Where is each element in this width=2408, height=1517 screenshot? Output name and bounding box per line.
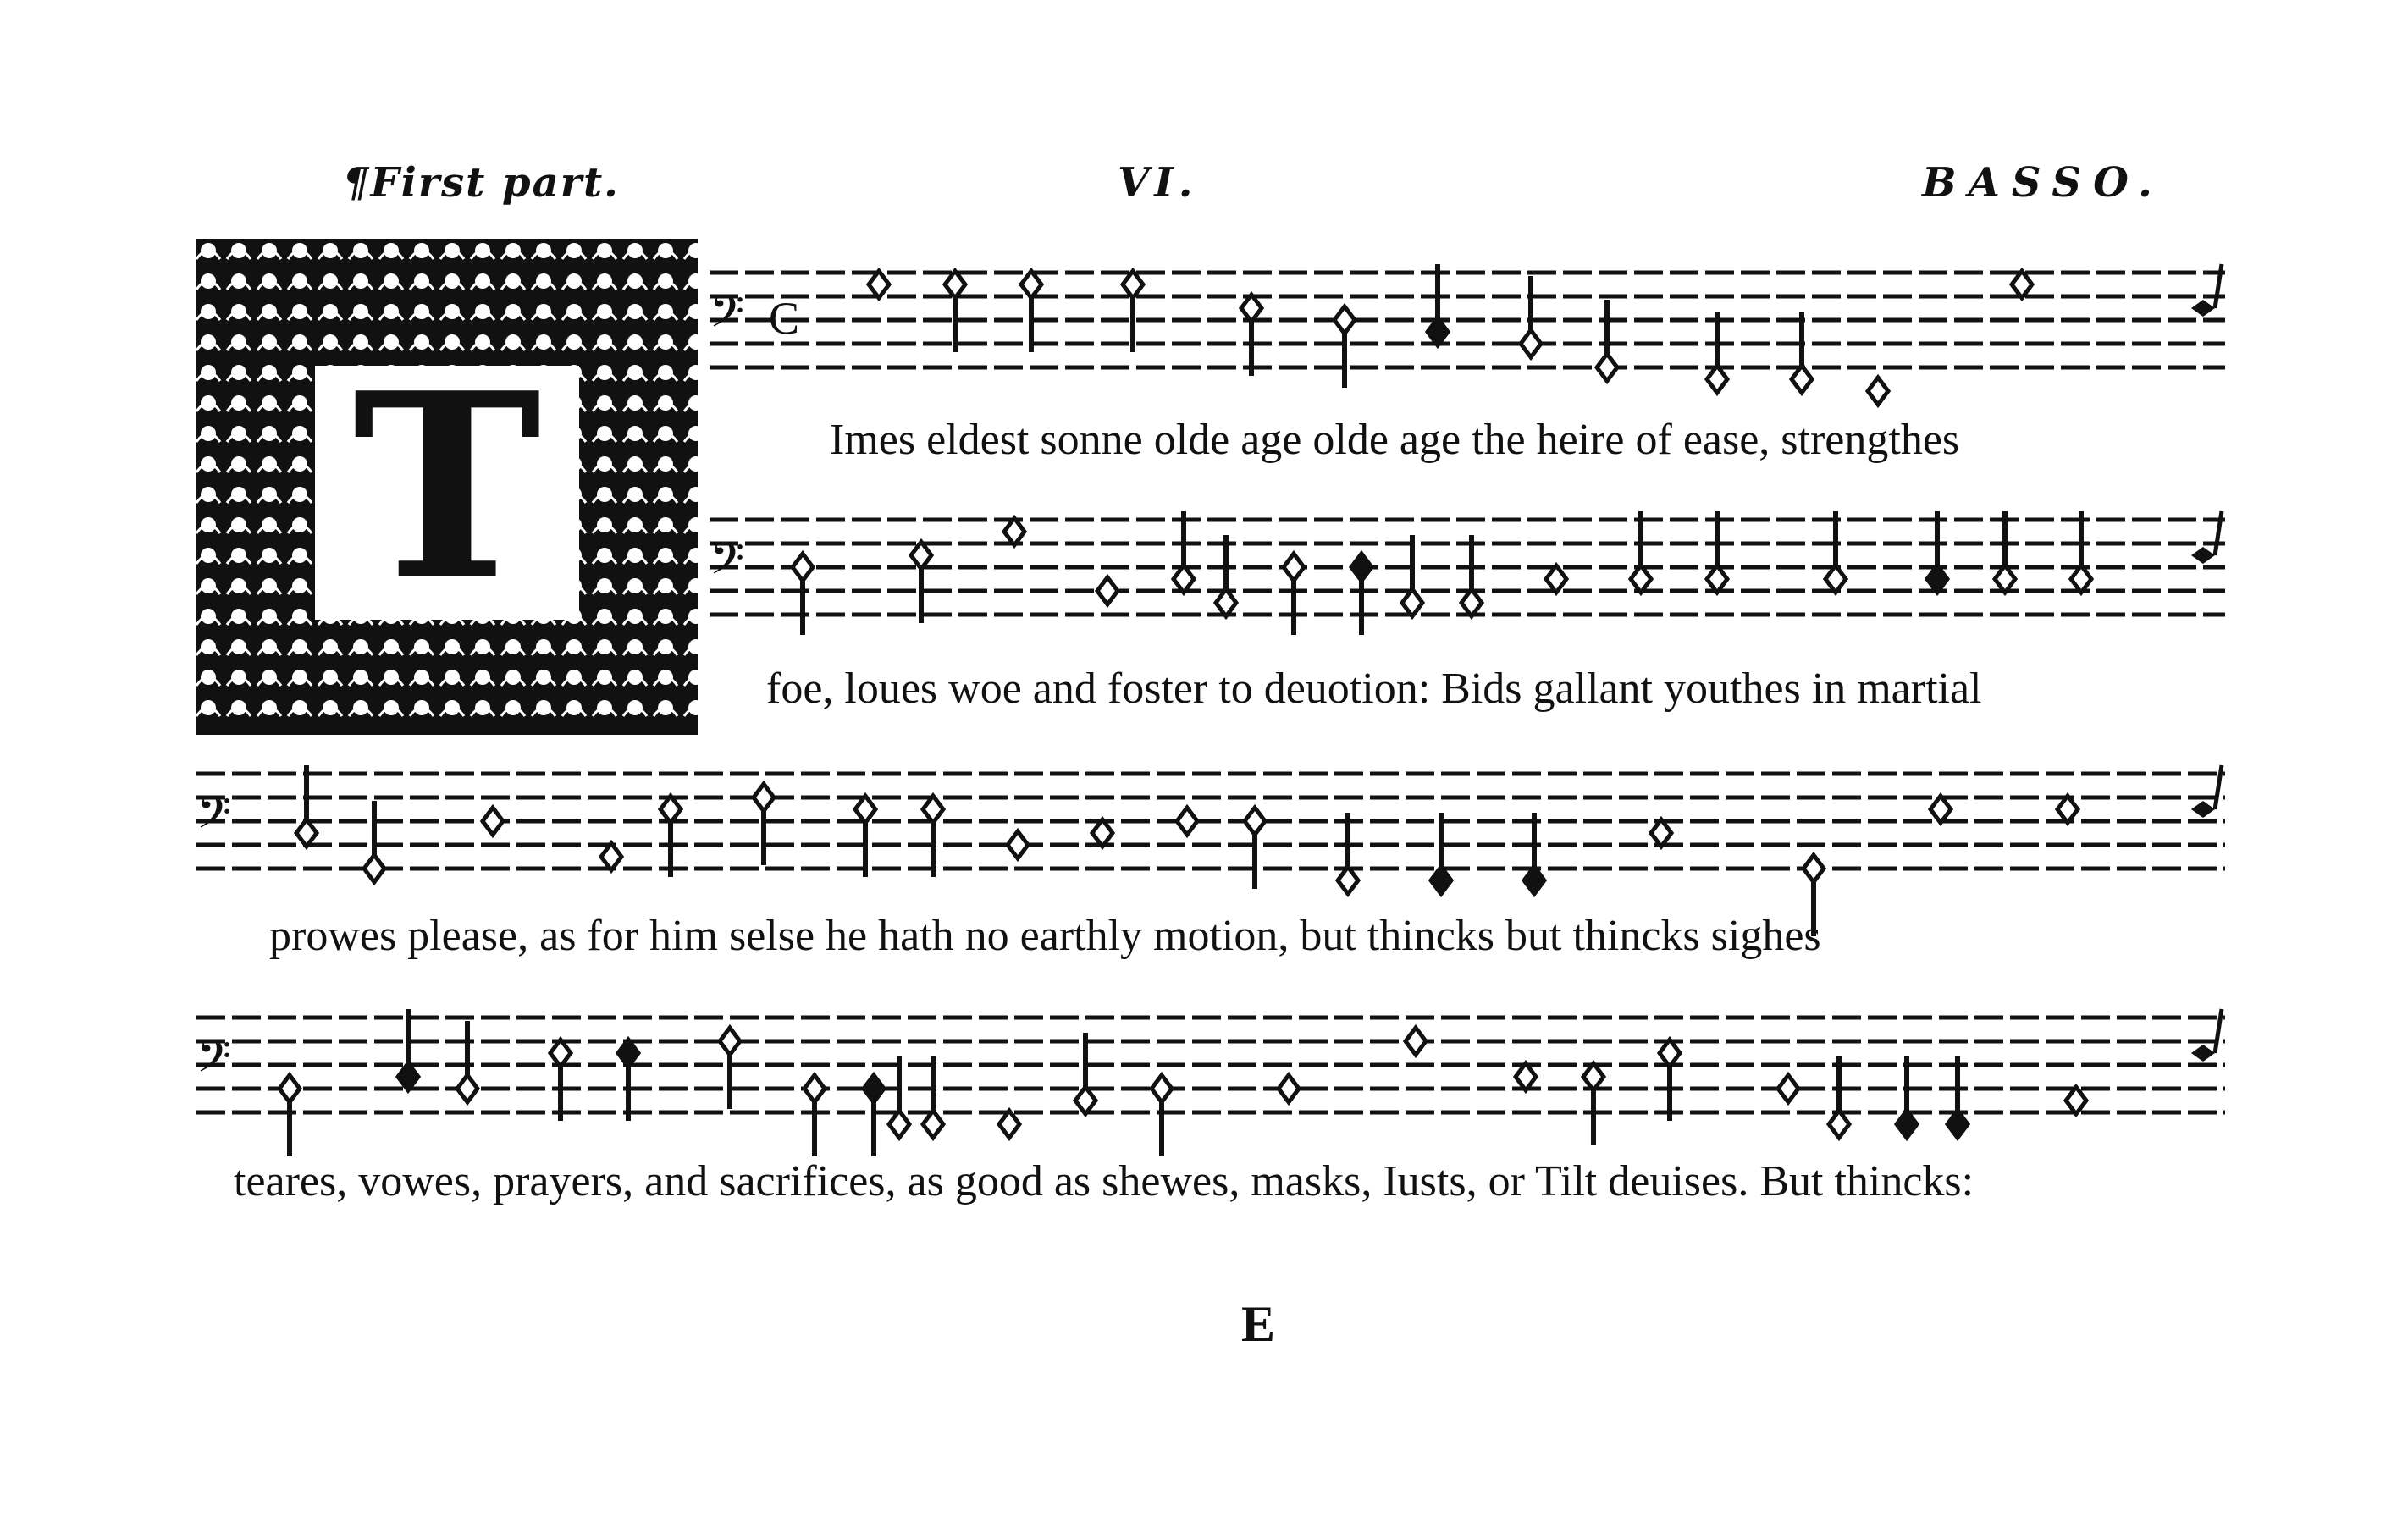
note-icon	[1597, 300, 1617, 381]
note-icon	[1174, 511, 1194, 593]
note-icon	[296, 765, 317, 847]
note-icon	[1338, 813, 1358, 894]
note-icon	[660, 796, 681, 877]
svg-text:𝄢: 𝄢	[710, 533, 745, 596]
svg-text:𝄢: 𝄢	[196, 787, 232, 850]
initial-letter: T	[352, 337, 542, 636]
note-icon	[804, 1075, 825, 1156]
running-header-part: ¶First part.	[343, 159, 620, 207]
note-icon	[457, 1021, 478, 1102]
note-icon	[1092, 819, 1113, 847]
note-icon	[1829, 1056, 1849, 1138]
note-icon	[1868, 378, 1888, 405]
note-icon	[1461, 535, 1482, 616]
note-icon	[1707, 511, 1727, 593]
time-signature: C	[769, 293, 800, 344]
note-icon	[1021, 271, 1041, 352]
running-header-voice: BASSO.	[1922, 159, 2164, 207]
lyric-line-2: foe, loues woe and foster to deuotion: Bids gallant youthes in martial	[766, 665, 1982, 713]
music-staff-4	[196, 999, 2225, 1134]
note-icon	[550, 1040, 571, 1121]
note-icon	[1897, 1056, 1917, 1138]
note-icon	[601, 843, 621, 870]
note-icon	[1947, 1056, 1968, 1138]
note-icon	[1651, 819, 1671, 847]
note-icon	[1279, 1075, 1299, 1102]
note-icon	[1008, 831, 1028, 858]
note-icon	[1245, 808, 1265, 889]
note-icon	[1524, 813, 1544, 894]
note-icon	[1825, 511, 1846, 593]
note-icon	[720, 1028, 740, 1109]
svg-text:𝄢: 𝄢	[710, 286, 745, 349]
note-icon	[923, 1056, 943, 1138]
note-icon	[2057, 796, 2078, 823]
note-icon	[1402, 535, 1422, 616]
note-icon	[911, 542, 931, 623]
note-icon	[2066, 1087, 2086, 1114]
gathering-signature: E	[1241, 1296, 1276, 1352]
note-icon	[2071, 511, 2091, 593]
note-icon	[1546, 565, 1566, 593]
note-icon	[793, 554, 813, 635]
note-icon	[1152, 1075, 1172, 1156]
note-icon	[279, 1075, 300, 1156]
lyric-line-3: prowes please, as for him selse he hath no earthly motion, but thincks but thincks sighes	[269, 912, 1821, 960]
bass-clef-icon	[710, 286, 744, 349]
note-icon	[864, 1075, 884, 1156]
bass-clef-icon	[196, 787, 231, 850]
note-icon	[1428, 264, 1448, 345]
note-icon	[1583, 1063, 1604, 1145]
note-icon	[945, 271, 965, 352]
note-icon	[1792, 312, 1812, 393]
note-icon	[1521, 276, 1541, 357]
svg-text:𝄢: 𝄢	[196, 1031, 232, 1094]
bass-clef-icon	[196, 1031, 231, 1094]
running-header-number: VI.	[1118, 159, 1198, 207]
note-icon	[889, 1056, 909, 1138]
note-icon	[364, 801, 384, 882]
note-icon	[1284, 554, 1304, 635]
note-icon	[1004, 518, 1025, 545]
note-icon	[1334, 306, 1355, 388]
note-icon	[999, 1111, 1019, 1138]
note-icon	[1177, 808, 1197, 835]
note-icon	[2012, 271, 2032, 298]
note-icon	[1516, 1063, 1536, 1090]
note-icon	[1631, 511, 1651, 593]
note-icon	[483, 808, 503, 835]
music-staff-1	[710, 254, 2225, 389]
note-icon	[754, 784, 774, 865]
note-icon	[1660, 1040, 1680, 1121]
note-icon	[1431, 813, 1451, 894]
note-icon	[1075, 1033, 1096, 1114]
note-icon	[869, 271, 889, 298]
lyric-line-1: Imes eldest sonne olde age olde age the heire of ease, strengthes	[830, 416, 1960, 464]
lyric-line-4: teares, vowes, prayers, and sacrifices, as good as shewes, masks, Iusts, or Tilt deuises. But thincks:	[234, 1157, 1974, 1205]
bass-clef-icon	[710, 533, 744, 596]
note-icon	[618, 1040, 638, 1121]
note-icon	[1216, 535, 1236, 616]
note-icon	[1241, 295, 1262, 376]
note-icon	[855, 796, 875, 877]
note-icon	[1406, 1028, 1426, 1055]
note-icon	[1707, 312, 1727, 393]
note-icon	[1995, 511, 2015, 593]
note-icon	[1778, 1075, 1798, 1102]
note-icon	[1123, 271, 1143, 352]
note-icon	[1930, 796, 1951, 823]
note-icon	[1097, 577, 1118, 604]
music-staff-3	[196, 755, 2225, 891]
note-icon	[1927, 511, 1947, 593]
music-staff-2	[710, 501, 2225, 637]
note-icon	[1351, 554, 1372, 635]
note-icon	[398, 1009, 418, 1090]
note-icon	[923, 796, 943, 877]
